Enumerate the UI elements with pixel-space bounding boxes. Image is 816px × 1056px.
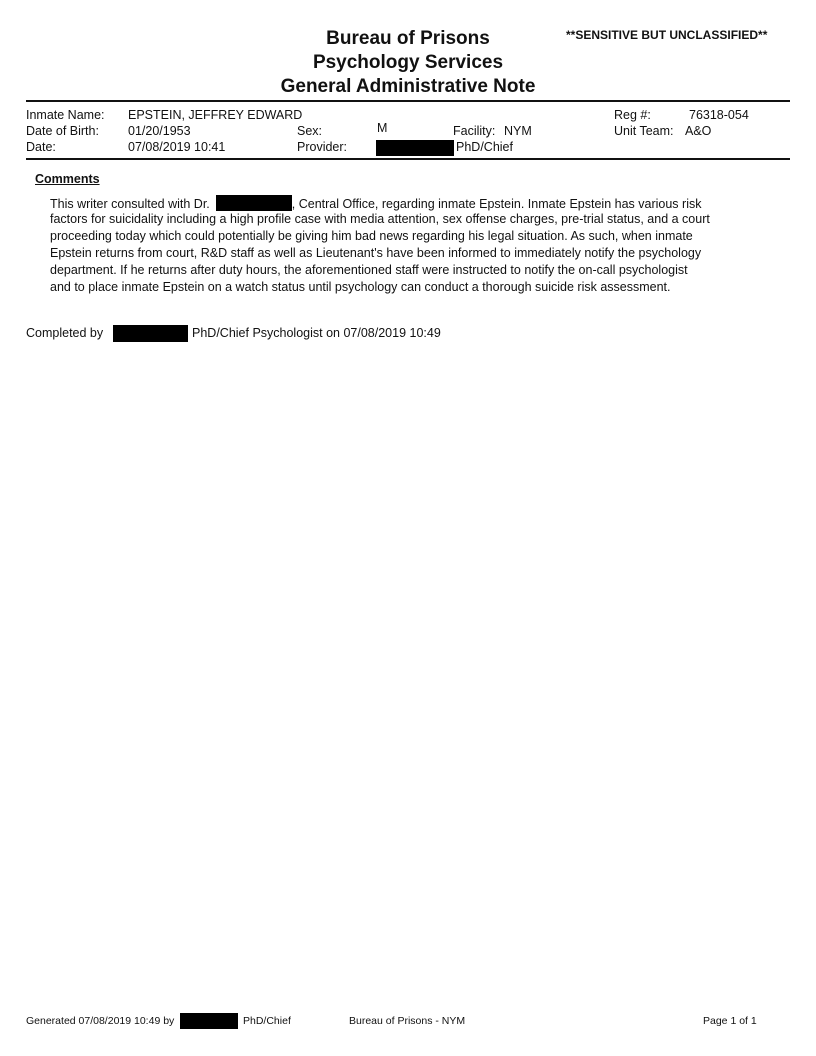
comment-line: department. If he returns after duty hours, the aforementioned staff were instructed to notify the on-call psychologist xyxy=(50,263,688,277)
title-line-2: Psychology Services xyxy=(312,52,504,73)
provider-redaction xyxy=(376,140,454,156)
provider-label: Provider: xyxy=(297,140,348,154)
comment-line: and to place inmate Epstein on a watch status until psychology can conduct a thorough suicide risk assessment. xyxy=(50,280,671,294)
dob-value: 01/20/1953 xyxy=(128,124,191,138)
comment-line xyxy=(50,195,701,211)
unit-team-label: Unit Team: xyxy=(614,124,674,138)
date-label: Date: xyxy=(26,140,56,154)
facility-value: NYM xyxy=(504,124,532,138)
comment-line-1-start: This writer consulted with Dr. xyxy=(50,197,210,211)
reg-label: Reg #: xyxy=(614,108,651,122)
dob-label: Date of Birth: xyxy=(26,124,99,138)
footer-generated-title: PhD/Chief xyxy=(243,1015,291,1027)
sex-label: Sex: xyxy=(297,124,323,138)
sex-value: M xyxy=(377,121,388,135)
inmate-name-value: EPSTEIN, JEFFREY EDWARD xyxy=(128,108,303,122)
footer-page-number: Page 1 of 1 xyxy=(703,1015,757,1027)
header-bottom-rule xyxy=(26,158,790,160)
comment-line: proceeding today which could potentially be giving him bad news regarding his legal situation. As such, when inmate xyxy=(50,229,693,243)
completed-by-label: Completed by xyxy=(26,326,104,340)
title-line-1: Bureau of Prisons xyxy=(326,28,490,49)
facility-label: Facility: xyxy=(453,124,496,138)
provider-title: PhD/Chief xyxy=(456,140,513,154)
footer-facility: Bureau of Prisons - NYM xyxy=(349,1015,466,1027)
title-line-3: General Administrative Note xyxy=(280,76,536,97)
inmate-name-label: Inmate Name: xyxy=(26,108,105,122)
comment-line-1-end: , Central Office, regarding inmate Epstein. Inmate Epstein has various risk xyxy=(291,197,702,211)
comment-line: Epstein returns from court, R&D staff as well as Lieutenant's have been informed to immediately notify the psychology xyxy=(50,246,702,260)
date-value: 07/08/2019 10:41 xyxy=(128,140,226,154)
completed-by-redaction xyxy=(113,325,188,342)
header-top-rule xyxy=(26,100,790,102)
comments-heading: Comments xyxy=(35,172,100,186)
classification-label: **SENSITIVE BUT UNCLASSIFIED** xyxy=(566,28,768,42)
footer-redaction xyxy=(180,1013,238,1029)
reg-value: 76318-054 xyxy=(689,108,749,122)
comment-line: factors for suicidality including a high profile case with media attention, sex offense charges, pre-trial status, and a court xyxy=(50,212,710,226)
consulted-doctor-redaction xyxy=(216,195,292,211)
footer-generated: Generated 07/08/2019 10:49 by xyxy=(26,1015,175,1027)
unit-team-value: A&O xyxy=(685,124,712,138)
completed-by-text: PhD/Chief Psychologist on 07/08/2019 10:49 xyxy=(192,326,441,340)
